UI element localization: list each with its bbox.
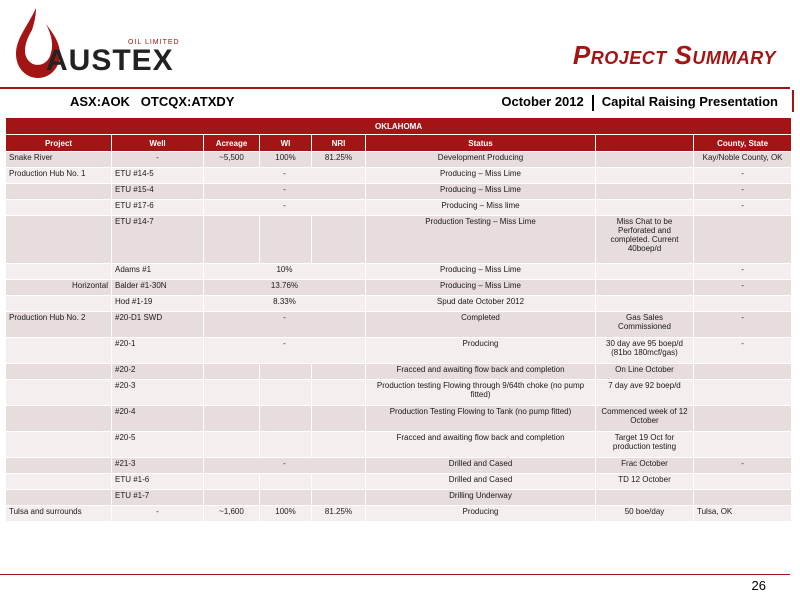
region-header: OKLAHOMA xyxy=(6,118,792,135)
cell-note: 30 day ave 95 boep/d (81bo 180mcf/gas) xyxy=(596,338,694,364)
cell-nri: 81.25% xyxy=(312,152,366,168)
cell-well: #20-1 xyxy=(112,338,204,364)
dateline-separator xyxy=(592,95,594,111)
cell-wi xyxy=(260,490,312,506)
cell-well: Balder #1-30N xyxy=(112,280,204,296)
cell-status: Drilled and Cased xyxy=(366,458,596,474)
cell-status: Producing – Miss Lime xyxy=(366,264,596,280)
cell-wi xyxy=(260,474,312,490)
cell-status: Production Testing Flowing to Tank (no pump fitted) xyxy=(366,406,596,432)
cell-county: - xyxy=(694,338,792,364)
logo-small-text: OIL LIMITED xyxy=(128,39,180,46)
cell-wi xyxy=(260,380,312,406)
table-row xyxy=(6,458,792,474)
cell-project xyxy=(6,406,112,432)
cell-note: 50 boe/day xyxy=(596,506,694,522)
cell-project: Horizontal xyxy=(6,280,112,296)
table-row xyxy=(6,380,792,406)
cell-well: ETU #14-5 xyxy=(112,168,204,184)
footer-divider xyxy=(0,574,790,575)
cell-county: - xyxy=(694,458,792,474)
cell-county xyxy=(694,474,792,490)
cell-nri: 81.25% xyxy=(312,506,366,522)
page-number: 26 xyxy=(751,578,766,593)
cell-wi: 13.76% xyxy=(204,280,366,296)
col-nri: NRI xyxy=(312,135,366,152)
cell-status: Fracced and awaiting flow back and completion xyxy=(366,432,596,458)
cell-status: Development Producing xyxy=(366,152,596,168)
table-row xyxy=(6,200,792,216)
cell-note xyxy=(596,152,694,168)
table-row xyxy=(6,406,792,432)
cell-project xyxy=(6,490,112,506)
cell-wi: 100% xyxy=(260,152,312,168)
cell-county xyxy=(694,216,792,264)
cell-status: Producing xyxy=(366,338,596,364)
cell-wi: - xyxy=(204,458,366,474)
cell-acreage: ~5,500 xyxy=(204,152,260,168)
cell-county: - xyxy=(694,264,792,280)
cell-status: Production Testing – Miss Lime xyxy=(366,216,596,264)
presentation-subtitle: Capital Raising Presentation xyxy=(601,94,778,109)
cell-note xyxy=(596,168,694,184)
table-row xyxy=(6,264,792,280)
cell-project xyxy=(6,364,112,380)
cell-project xyxy=(6,474,112,490)
cell-note: 7 day ave 92 boep/d xyxy=(596,380,694,406)
cell-status: Producing – Miss Lime xyxy=(366,280,596,296)
cell-well: #20-4 xyxy=(112,406,204,432)
cell-well: ETU #14-7 xyxy=(112,216,204,264)
cell-county xyxy=(694,490,792,506)
cell-project xyxy=(6,338,112,364)
cell-status: Production testing Flowing through 9/64th choke (no pump fitted) xyxy=(366,380,596,406)
cell-project xyxy=(6,296,112,312)
cell-project: Production Hub No. 2 xyxy=(6,312,112,338)
cell-wi: - xyxy=(204,200,366,216)
cell-well: #20-D1 SWD xyxy=(112,312,204,338)
table-row xyxy=(6,184,792,200)
cell-note: Target 19 Oct for production testing xyxy=(596,432,694,458)
table-row xyxy=(6,280,792,296)
cell-project xyxy=(6,264,112,280)
cell-nri xyxy=(312,432,366,458)
cell-acreage xyxy=(204,432,260,458)
cell-well: - xyxy=(112,152,204,168)
cell-note: Gas Sales Commissioned xyxy=(596,312,694,338)
table-row xyxy=(6,432,792,458)
col-acreage: Acreage xyxy=(204,135,260,152)
cell-note xyxy=(596,490,694,506)
cell-wi: - xyxy=(204,312,366,338)
cell-note xyxy=(596,264,694,280)
cell-well: ETU #17-6 xyxy=(112,200,204,216)
cell-county: - xyxy=(694,312,792,338)
cell-county xyxy=(694,406,792,432)
cell-acreage xyxy=(204,490,260,506)
table-row xyxy=(6,312,792,338)
ticker-symbols: ASX:AOK OTCQX:ATXDY xyxy=(70,94,235,109)
table-row xyxy=(6,338,792,364)
cell-project: Snake River xyxy=(6,152,112,168)
cell-acreage: ~1,600 xyxy=(204,506,260,522)
cell-county: Kay/Noble County, OK xyxy=(694,152,792,168)
header-divider xyxy=(0,87,790,89)
cell-wi: - xyxy=(204,168,366,184)
cell-wi: - xyxy=(204,338,366,364)
cell-status: Spud date October 2012 xyxy=(366,296,596,312)
col-county: County, State xyxy=(694,135,792,152)
cell-project: Tulsa and surrounds xyxy=(6,506,112,522)
cell-nri xyxy=(312,216,366,264)
cell-wi xyxy=(260,216,312,264)
cell-acreage xyxy=(204,216,260,264)
col-wi: WI xyxy=(260,135,312,152)
cell-acreage xyxy=(204,364,260,380)
col-well: Well xyxy=(112,135,204,152)
project-summary-table xyxy=(5,117,792,522)
cell-county: - xyxy=(694,200,792,216)
cell-note: Frac October xyxy=(596,458,694,474)
cell-note: Commenced week of 12 October xyxy=(596,406,694,432)
cell-nri xyxy=(312,474,366,490)
cell-county xyxy=(694,296,792,312)
cell-well: #20-3 xyxy=(112,380,204,406)
cell-acreage xyxy=(204,380,260,406)
austex-logo xyxy=(8,4,198,84)
cell-well: Adams #1 xyxy=(112,264,204,280)
cell-project xyxy=(6,432,112,458)
cell-note: TD 12 October xyxy=(596,474,694,490)
cell-nri xyxy=(312,364,366,380)
table-row xyxy=(6,152,792,168)
logo-main-text: AUSTEX xyxy=(46,44,174,77)
cell-note xyxy=(596,280,694,296)
cell-county: - xyxy=(694,168,792,184)
page-title: Project Summary xyxy=(572,40,776,70)
cell-note xyxy=(596,296,694,312)
cell-status: Producing xyxy=(366,506,596,522)
cell-well: ETU #15-4 xyxy=(112,184,204,200)
cell-wi: - xyxy=(204,184,366,200)
column-header-row xyxy=(6,135,792,152)
project-summary-table-wrap xyxy=(5,117,791,522)
cell-status: Drilling Underway xyxy=(366,490,596,506)
cell-wi: 100% xyxy=(260,506,312,522)
cell-project xyxy=(6,184,112,200)
presentation-dateline xyxy=(501,94,778,111)
cell-well: ETU #1-7 xyxy=(112,490,204,506)
cell-project xyxy=(6,458,112,474)
cell-wi: 8.33% xyxy=(204,296,366,312)
cell-status: Fracced and awaiting flow back and completion xyxy=(366,364,596,380)
cell-acreage xyxy=(204,474,260,490)
table-row xyxy=(6,474,792,490)
cell-status: Producing – Miss lime xyxy=(366,200,596,216)
table-row xyxy=(6,490,792,506)
cell-well: ETU #1-6 xyxy=(112,474,204,490)
cell-note xyxy=(596,200,694,216)
cell-county xyxy=(694,432,792,458)
cell-county: Tulsa, OK xyxy=(694,506,792,522)
cell-county xyxy=(694,364,792,380)
cell-county: - xyxy=(694,280,792,296)
table-row xyxy=(6,364,792,380)
table-row xyxy=(6,296,792,312)
header-right-accent xyxy=(792,90,794,112)
cell-nri xyxy=(312,490,366,506)
table-row xyxy=(6,506,792,522)
cell-project: Production Hub No. 1 xyxy=(6,168,112,184)
cell-wi xyxy=(260,432,312,458)
cell-note: Miss Chat to be Perforated and completed. Current 40boep/d xyxy=(596,216,694,264)
presentation-date: October 2012 xyxy=(501,94,584,109)
cell-wi: 10% xyxy=(204,264,366,280)
cell-wi xyxy=(260,406,312,432)
table-row xyxy=(6,216,792,264)
cell-wi xyxy=(260,364,312,380)
col-status: Status xyxy=(366,135,596,152)
col-note xyxy=(596,135,694,152)
cell-nri xyxy=(312,406,366,432)
cell-well: - xyxy=(112,506,204,522)
cell-status: Drilled and Cased xyxy=(366,474,596,490)
cell-status: Producing – Miss Lime xyxy=(366,184,596,200)
cell-county xyxy=(694,380,792,406)
cell-acreage xyxy=(204,406,260,432)
cell-note: On Line October xyxy=(596,364,694,380)
cell-county: - xyxy=(694,184,792,200)
cell-nri xyxy=(312,380,366,406)
cell-well: #21-3 xyxy=(112,458,204,474)
cell-note xyxy=(596,184,694,200)
cell-well: #20-5 xyxy=(112,432,204,458)
col-project: Project xyxy=(6,135,112,152)
cell-project xyxy=(6,380,112,406)
cell-project xyxy=(6,216,112,264)
cell-well: Hod #1-19 xyxy=(112,296,204,312)
table-row xyxy=(6,168,792,184)
cell-status: Producing – Miss Lime xyxy=(366,168,596,184)
cell-well: #20-2 xyxy=(112,364,204,380)
cell-project xyxy=(6,200,112,216)
cell-status: Completed xyxy=(366,312,596,338)
